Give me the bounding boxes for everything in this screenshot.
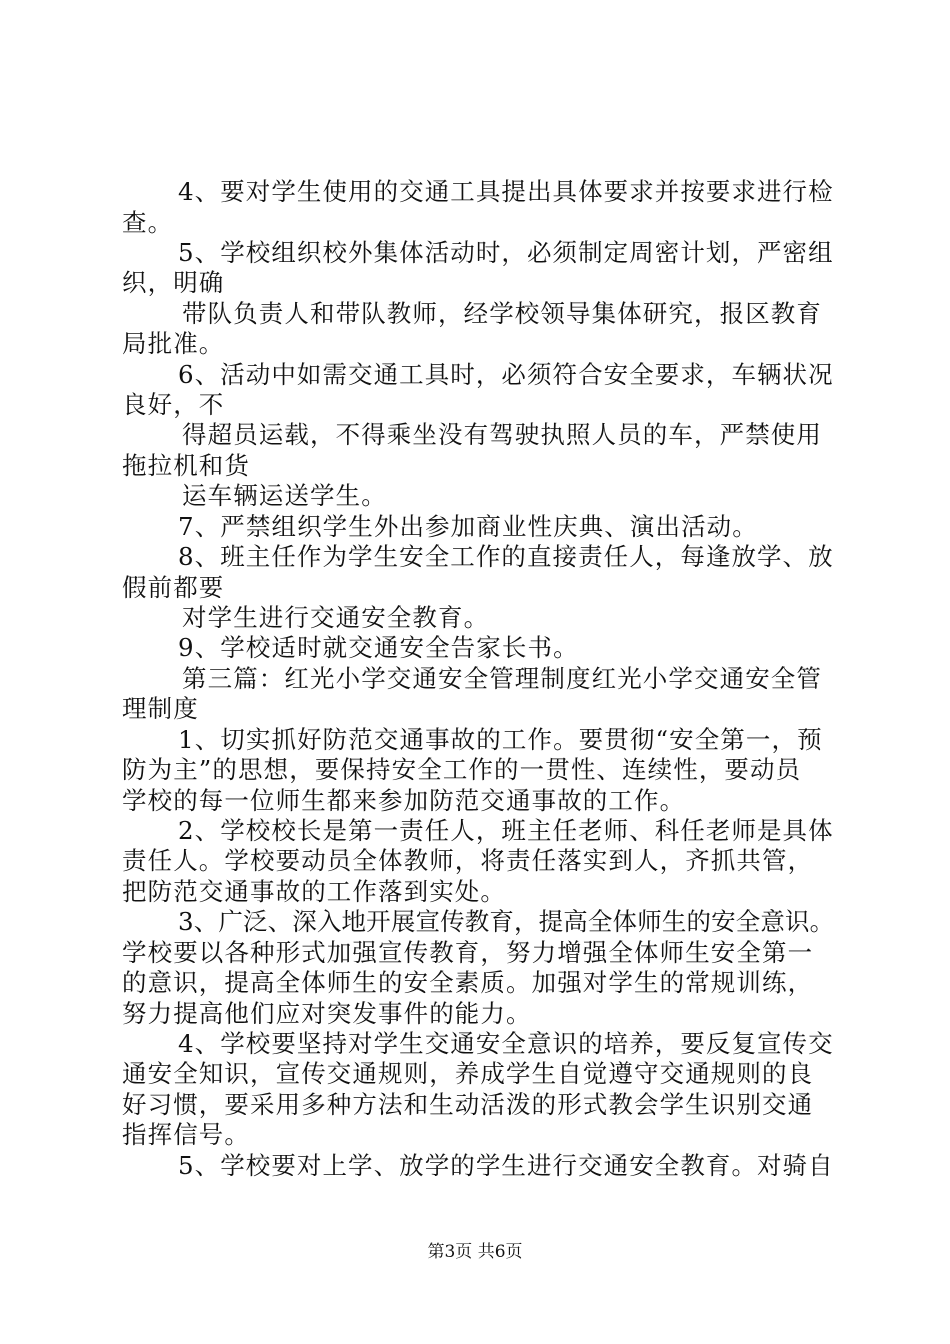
text-line: 学校的每一位师生都来参加防范交通事故的工作。 (122, 786, 686, 815)
text-line: 好习惯，要采用多种方法和生动活泼的形式教会学生识别交通 (122, 1090, 814, 1119)
text-line: 8、班主任作为学生安全工作的直接责任人，每逢放学、放 (178, 542, 834, 571)
text-line: 学校要以各种形式加强宣传教育，努力增强全体师生安全第一 (122, 938, 814, 967)
text-line: 带队负责人和带队教师，经学校领导集体研究，报区教育 (182, 299, 822, 328)
text-line: 9、学校适时就交通安全告家长书。 (178, 633, 579, 662)
text-line: 对学生进行交通安全教育。 (182, 603, 490, 632)
text-line: 指挥信号。 (122, 1120, 250, 1149)
text-line: 4、学校要坚持对学生交通安全意识的培养，要反复宣传交 (178, 1029, 834, 1058)
text-line: 通安全知识，宣传交通规则，养成学生自觉遵守交通规则的良 (122, 1059, 814, 1088)
text-line: 查。 (122, 208, 174, 237)
text-line: 7、严禁组织学生外出参加商业性庆典、演出活动。 (178, 512, 758, 541)
text-line: 1、切实抓好防范交通事故的工作。要贯彻“安全第一，预 (178, 725, 823, 754)
section-heading: 理制度 (122, 694, 199, 723)
text-line: 努力提高他们应对突发事件的能力。 (122, 999, 532, 1028)
text-line: 6、活动中如需交通工具时，必须符合安全要求，车辆状况 (178, 360, 834, 389)
text-line: 假前都要 (122, 573, 225, 602)
text-line: 防为主”的思想，要保持安全工作的一贯性、连续性，要动员 (122, 755, 802, 784)
text-line: 2、学校校长是第一责任人，班主任老师、科任老师是具体 (178, 816, 834, 845)
text-line: 良好，不 (122, 390, 225, 419)
text-line: 得超员运载，不得乘坐没有驾驶执照人员的车，严禁使用 (182, 420, 822, 449)
page-number-footer: 第3页 共6页 (427, 1242, 523, 1262)
text-line: 把防范交通事故的工作落到实处。 (122, 877, 506, 906)
section-heading: 第三篇：红光小学交通安全管理制度红光小学交通安全管 (182, 664, 822, 693)
text-line: 的意识，提高全体师生的安全素质。加强对学生的常规训练， (122, 968, 814, 997)
text-line: 局批准。 (122, 329, 225, 358)
text-line: 拖拉机和货 (122, 451, 250, 480)
text-line: 3、广泛、深入地开展宣传教育，提高全体师生的安全意识。 (178, 907, 835, 936)
text-line: 责任人。学校要动员全体教师，将责任落实到人，齐抓共管， (122, 846, 814, 875)
text-line: 运车辆运送学生。 (182, 481, 387, 510)
text-line: 4、要对学生使用的交通工具提出具体要求并按要求进行检 (178, 177, 834, 206)
text-line: 5、学校组织校外集体活动时，必须制定周密计划，严密组 (178, 238, 834, 267)
text-line: 5、学校要对上学、放学的学生进行交通安全教育。对骑自 (178, 1151, 834, 1180)
text-line: 织，明确 (122, 268, 225, 297)
